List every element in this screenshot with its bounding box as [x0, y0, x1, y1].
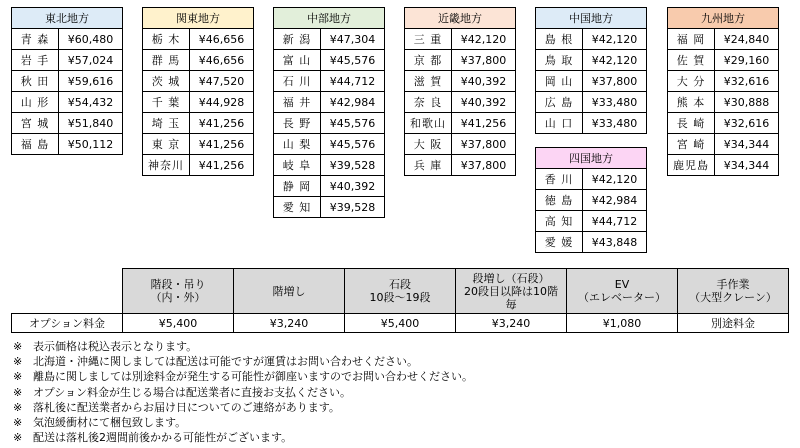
shipping-price: ¥39,528 — [321, 155, 385, 176]
option-fee-manual: 別途料金 — [678, 314, 789, 333]
shipping-price: ¥42,120 — [583, 50, 647, 71]
prefecture-name: 福 井 — [274, 92, 321, 113]
option-header-line: （エレベーター） — [578, 291, 666, 304]
price-row — [12, 29, 123, 50]
note-text: 気泡緩衝材にて梱包致します。 — [33, 416, 187, 430]
prefecture-name: 埼 玉 — [143, 113, 190, 134]
option-fee-table — [11, 268, 789, 333]
option-header-stone-steps-add — [456, 269, 567, 314]
shipping-price: ¥37,800 — [583, 71, 647, 92]
price-row — [405, 71, 516, 92]
price-row — [668, 113, 779, 134]
shipping-price: ¥44,712 — [583, 211, 647, 232]
prefecture-name: 群 馬 — [143, 50, 190, 71]
prefecture-name: 大 分 — [668, 71, 715, 92]
shipping-price: ¥47,520 — [190, 71, 254, 92]
shipping-price: ¥42,120 — [452, 29, 516, 50]
shipping-price: ¥39,528 — [321, 197, 385, 218]
prefecture-name: 徳 島 — [536, 190, 583, 211]
shipping-price: ¥45,576 — [321, 50, 385, 71]
note-mark: ※ — [13, 431, 23, 445]
prefecture-name: 山 梨 — [274, 134, 321, 155]
prefecture-name: 愛 知 — [274, 197, 321, 218]
prefecture-name: 長 野 — [274, 113, 321, 134]
shipping-price: ¥40,392 — [452, 71, 516, 92]
shipping-price: ¥45,576 — [321, 113, 385, 134]
prefecture-name: 鹿児島 — [668, 155, 715, 176]
prefecture-name: 香 川 — [536, 169, 583, 190]
price-row — [12, 71, 123, 92]
prefecture-name: 愛 媛 — [536, 232, 583, 253]
prefecture-name: 大 阪 — [405, 134, 452, 155]
note-mark: ※ — [13, 355, 23, 369]
price-row — [274, 50, 385, 71]
price-row — [143, 29, 254, 50]
price-row — [274, 155, 385, 176]
option-fee-stone-steps-add: ¥3,240 — [456, 314, 567, 333]
note-text: 配送は落札後2週間前後かかる可能性がございます。 — [33, 431, 293, 445]
option-header-line: （内・外） — [150, 291, 206, 304]
prefecture-name: 三 重 — [405, 29, 452, 50]
price-row — [536, 190, 647, 211]
price-row — [12, 50, 123, 71]
price-row — [143, 134, 254, 155]
price-row — [536, 92, 647, 113]
prefecture-name: 秋 田 — [12, 71, 59, 92]
shipping-price: ¥46,656 — [190, 50, 254, 71]
option-header-manual — [678, 269, 789, 314]
price-row — [274, 134, 385, 155]
shipping-price: ¥42,120 — [583, 169, 647, 190]
prefecture-name: 京 都 — [405, 50, 452, 71]
note-mark: ※ — [13, 400, 23, 414]
shipping-price: ¥29,160 — [715, 50, 779, 71]
price-row — [668, 155, 779, 176]
note-mark: ※ — [13, 385, 23, 399]
prefecture-name: 新 潟 — [274, 29, 321, 50]
shipping-price: ¥42,984 — [583, 190, 647, 211]
note-text: 落札後に配送業者からお届け日についてのご連絡があります。 — [33, 400, 340, 414]
prefecture-name: 広 島 — [536, 92, 583, 113]
price-row — [536, 211, 647, 232]
option-fee-floor-add: ¥3,240 — [234, 314, 345, 333]
prefecture-name: 富 山 — [274, 50, 321, 71]
option-header-floor-add — [234, 269, 345, 314]
option-header-line: 毎 — [505, 297, 517, 311]
option-row-label: オプション料金 — [12, 314, 123, 333]
prefecture-name: 静 岡 — [274, 176, 321, 197]
note-item — [13, 400, 473, 415]
prefecture-name: 島 根 — [536, 29, 583, 50]
price-row — [12, 113, 123, 134]
option-header-line: 階増し — [272, 284, 306, 298]
shipping-price: ¥41,256 — [452, 113, 516, 134]
price-row — [405, 155, 516, 176]
option-header-line: 10段〜19段 — [369, 291, 431, 304]
region-title: 近畿地方 — [405, 8, 516, 29]
prefecture-name: 岐 阜 — [274, 155, 321, 176]
option-header-ev — [567, 269, 678, 314]
shipping-price: ¥46,656 — [190, 29, 254, 50]
option-header-line: （大型クレーン） — [689, 291, 777, 304]
price-row — [668, 92, 779, 113]
option-fee-row — [12, 314, 789, 333]
prefecture-name: 兵 庫 — [405, 155, 452, 176]
shipping-price: ¥33,480 — [583, 92, 647, 113]
price-row — [536, 71, 647, 92]
prefecture-name: 長 崎 — [668, 113, 715, 134]
prefecture-name: 千 葉 — [143, 92, 190, 113]
shipping-price: ¥60,480 — [59, 29, 123, 50]
prefecture-name: 高 知 — [536, 211, 583, 232]
price-row — [536, 50, 647, 71]
shipping-price: ¥45,576 — [321, 134, 385, 155]
region-table-chugoku — [535, 7, 647, 134]
shipping-price: ¥57,024 — [59, 50, 123, 71]
region-table-tohoku — [11, 7, 123, 155]
price-row — [143, 50, 254, 71]
shipping-price: ¥37,800 — [452, 134, 516, 155]
shipping-price: ¥42,984 — [321, 92, 385, 113]
note-text: 離島に関しましては別途料金が発生する可能性が御座いますのでお問い合わせください。 — [33, 370, 473, 384]
price-row — [274, 113, 385, 134]
note-text: オプション料金が生じる場合は配送業者に直接お支払ください。 — [33, 385, 352, 399]
price-row — [668, 29, 779, 50]
price-row — [405, 113, 516, 134]
prefecture-name: 栃 木 — [143, 29, 190, 50]
region-table-chubu — [273, 7, 385, 218]
price-row — [12, 92, 123, 113]
region-title: 九州地方 — [668, 8, 779, 29]
shipping-price: ¥40,392 — [321, 176, 385, 197]
price-row — [143, 113, 254, 134]
option-header-line: 手作業 — [716, 278, 750, 291]
prefecture-name: 石 川 — [274, 71, 321, 92]
prefecture-name: 青 森 — [12, 29, 59, 50]
note-item — [13, 369, 473, 384]
region-title: 中部地方 — [274, 8, 385, 29]
option-header-line: 20段目以降は10階 — [464, 284, 558, 298]
shipping-price: ¥24,840 — [715, 29, 779, 50]
shipping-price: ¥43,848 — [583, 232, 647, 253]
shipping-price: ¥47,304 — [321, 29, 385, 50]
shipping-price: ¥44,712 — [321, 71, 385, 92]
note-item — [13, 385, 473, 400]
option-fee-stone-steps: ¥5,400 — [345, 314, 456, 333]
prefecture-name: 宮 崎 — [668, 134, 715, 155]
region-title: 四国地方 — [536, 148, 647, 169]
prefecture-name: 奈 良 — [405, 92, 452, 113]
shipping-price: ¥34,344 — [715, 155, 779, 176]
region-title: 中国地方 — [536, 8, 647, 29]
price-row — [143, 71, 254, 92]
prefecture-name: 山 口 — [536, 113, 583, 134]
price-row — [405, 134, 516, 155]
region-table-kyushu — [667, 7, 779, 176]
price-row — [668, 50, 779, 71]
shipping-price: ¥40,392 — [452, 92, 516, 113]
option-header-row — [12, 269, 789, 314]
region-title: 東北地方 — [12, 8, 123, 29]
note-item — [13, 339, 473, 354]
price-row — [274, 176, 385, 197]
note-text: 表示価格は税込表示となります。 — [33, 340, 198, 353]
price-row — [668, 134, 779, 155]
prefecture-name: 岡 山 — [536, 71, 583, 92]
shipping-price: ¥41,256 — [190, 134, 254, 155]
option-header-line: 石段 — [389, 278, 411, 291]
region-title: 関東地方 — [143, 8, 254, 29]
prefecture-name: 滋 賀 — [405, 71, 452, 92]
price-row — [536, 232, 647, 253]
shipping-price: ¥32,616 — [715, 113, 779, 134]
shipping-price: ¥33,480 — [583, 113, 647, 134]
region-table-kinki — [404, 7, 516, 176]
option-header-line: 段増し（石段） — [472, 271, 550, 285]
option-header-stone-steps — [345, 269, 456, 314]
prefecture-name: 神奈川 — [143, 155, 190, 176]
shipping-price: ¥37,800 — [452, 50, 516, 71]
region-table-kanto — [142, 7, 254, 176]
price-row — [274, 29, 385, 50]
price-row — [405, 29, 516, 50]
price-row — [143, 92, 254, 113]
option-fee-stairs: ¥5,400 — [123, 314, 234, 333]
note-mark: ※ — [13, 416, 23, 430]
note-mark: ※ — [13, 340, 23, 353]
price-row — [274, 197, 385, 218]
price-row — [536, 29, 647, 50]
price-row — [274, 71, 385, 92]
note-item — [13, 415, 473, 430]
option-header-stairs — [123, 269, 234, 314]
option-header-line: EV — [614, 278, 630, 291]
shipping-price: ¥42,120 — [583, 29, 647, 50]
shipping-price: ¥32,616 — [715, 71, 779, 92]
shipping-price: ¥54,432 — [59, 92, 123, 113]
prefecture-name: 佐 賀 — [668, 50, 715, 71]
price-row — [12, 134, 123, 155]
shipping-price: ¥59,616 — [59, 71, 123, 92]
corner-cell — [12, 269, 123, 314]
shipping-price: ¥37,800 — [452, 155, 516, 176]
prefecture-name: 福 岡 — [668, 29, 715, 50]
shipping-price: ¥41,256 — [190, 155, 254, 176]
note-item — [13, 354, 473, 369]
prefecture-name: 東 京 — [143, 134, 190, 155]
price-row — [405, 92, 516, 113]
notes-list — [13, 339, 473, 445]
option-fee-ev: ¥1,080 — [567, 314, 678, 333]
shipping-price: ¥44,928 — [190, 92, 254, 113]
price-row — [143, 155, 254, 176]
shipping-price: ¥41,256 — [190, 113, 254, 134]
prefecture-name: 福 島 — [12, 134, 59, 155]
shipping-price: ¥50,112 — [59, 134, 123, 155]
prefecture-name: 鳥 取 — [536, 50, 583, 71]
price-row — [405, 50, 516, 71]
prefecture-name: 熊 本 — [668, 92, 715, 113]
prefecture-name: 宮 城 — [12, 113, 59, 134]
note-item — [13, 430, 473, 445]
price-row — [274, 92, 385, 113]
price-row — [536, 113, 647, 134]
shipping-price: ¥51,840 — [59, 113, 123, 134]
prefecture-name: 山 形 — [12, 92, 59, 113]
prefecture-name: 和歌山 — [405, 113, 452, 134]
option-header-line: 階段・吊り — [150, 278, 206, 291]
shipping-price: ¥34,344 — [715, 134, 779, 155]
price-row — [668, 71, 779, 92]
region-table-shikoku — [535, 147, 647, 253]
shipping-price: ¥30,888 — [715, 92, 779, 113]
note-text: 北海道・沖縄に関しましては配送は可能ですが運賃はお問い合わせください。 — [33, 355, 418, 369]
prefecture-name: 茨 城 — [143, 71, 190, 92]
prefecture-name: 岩 手 — [12, 50, 59, 71]
price-row — [536, 169, 647, 190]
note-mark: ※ — [13, 370, 23, 384]
